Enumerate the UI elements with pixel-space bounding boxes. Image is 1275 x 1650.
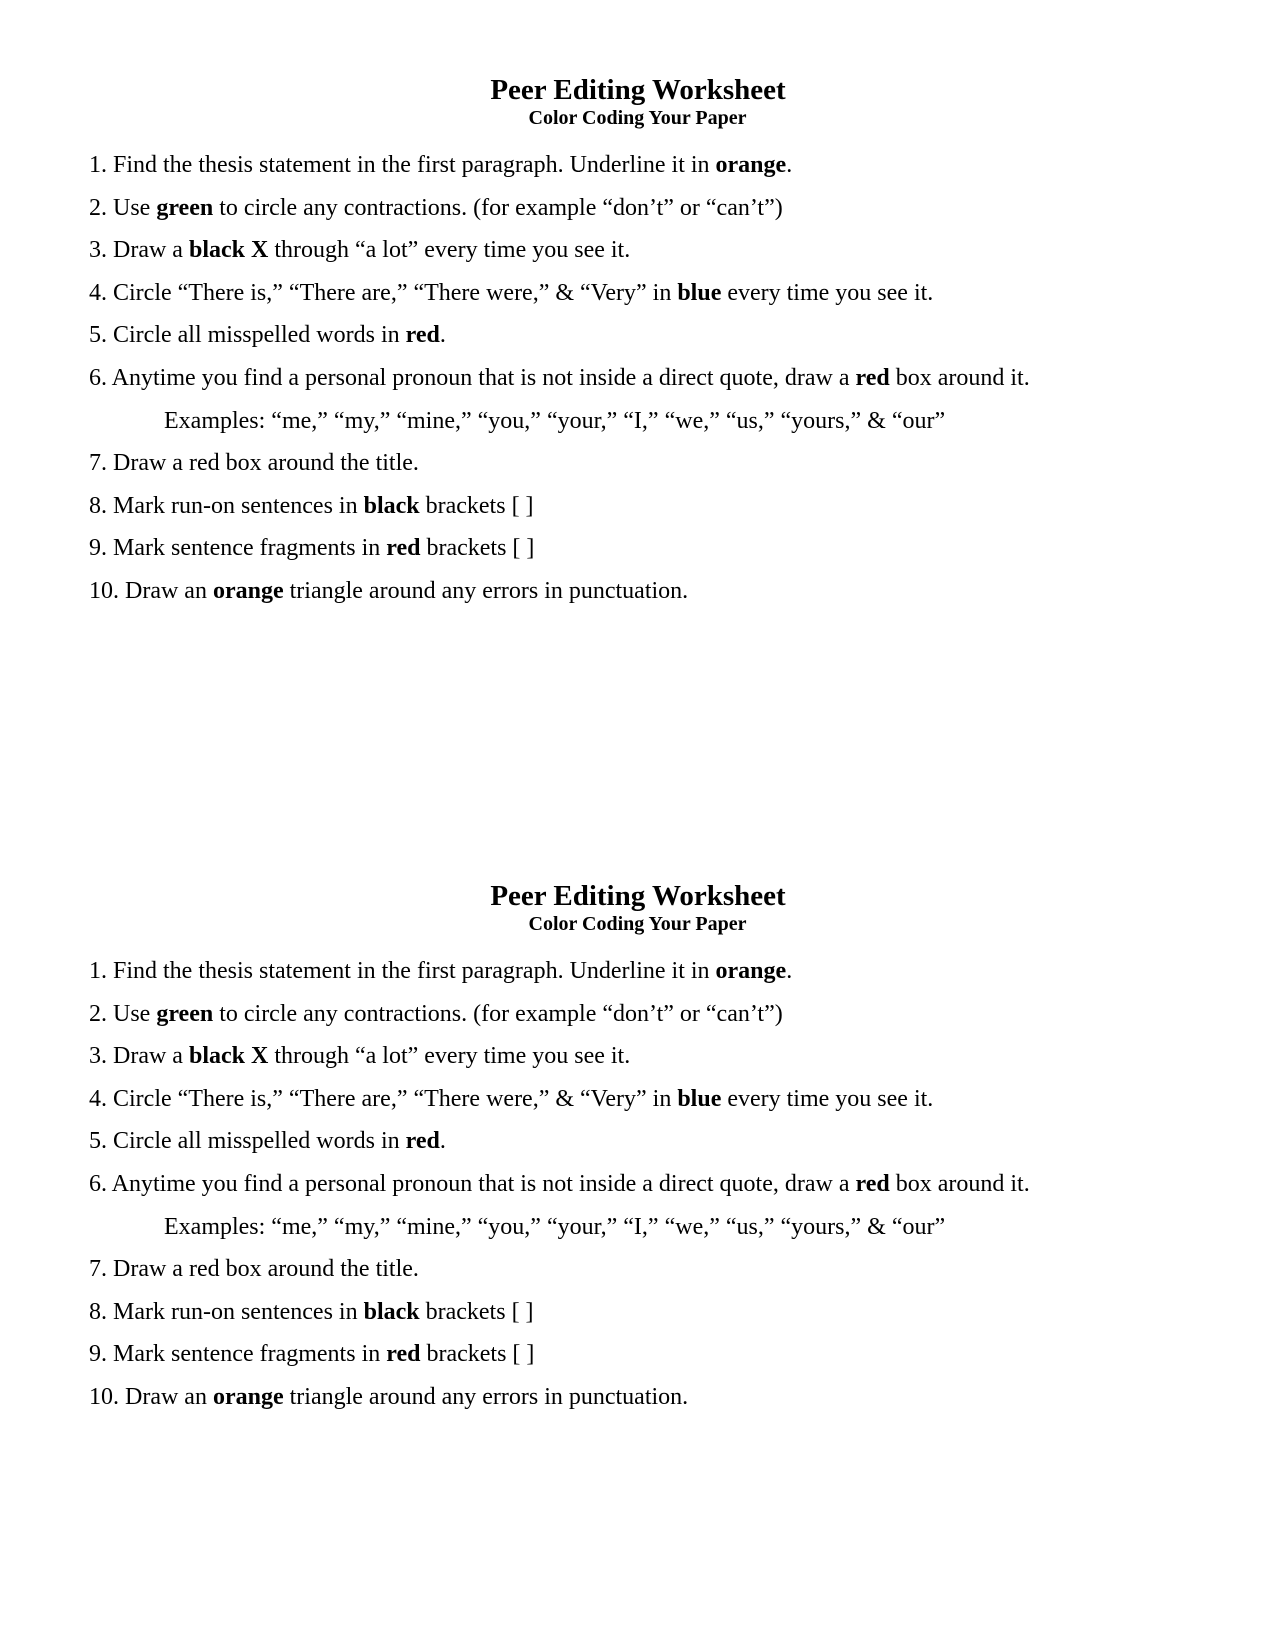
emphasis-text: black X — [188, 237, 269, 264]
worksheet-subtitle: Color Coding Your Paper — [528, 913, 747, 935]
instruction-text: 2. Use — [89, 194, 157, 221]
instruction-item — [89, 535, 1239, 578]
instruction-text: every time you see it. — [721, 1085, 934, 1112]
instruction-text: 9. Mark sentence fragments in — [89, 1341, 387, 1368]
emphasis-text: red — [855, 1170, 890, 1197]
instruction-text: 1. Find the thesis statement in the first paragraph. Underline it in — [89, 958, 716, 984]
instruction-text: brackets [ ] — [419, 492, 534, 519]
instruction-text: 9. Mark sentence fragments in — [89, 535, 387, 562]
instruction-text: brackets [ ] — [420, 535, 535, 562]
instruction-item — [89, 493, 1239, 536]
instruction-text: . — [439, 1128, 446, 1155]
instruction-text: triangle around any errors in punctuation. — [283, 577, 689, 604]
instruction-text: triangle around any errors in punctuation. — [283, 1383, 689, 1410]
instruction-item — [89, 237, 1239, 280]
instruction-item — [89, 1001, 1239, 1044]
instruction-text: through “a lot” every time you see it. — [268, 1043, 631, 1070]
instruction-text: 10. Draw an — [89, 577, 213, 604]
instruction-text: 4. Circle “There is,” “There are,” “There were,” & “Very” in — [89, 1085, 678, 1112]
instruction-text: 8. Mark run-on sentences in — [89, 1298, 364, 1325]
instruction-text: 2. Use — [89, 1000, 157, 1027]
instruction-item — [89, 1384, 1239, 1427]
instruction-text: every time you see it. — [721, 279, 934, 306]
instruction-text: Examples: “me,” “my,” “mine,” “you,” “your,” “I,” “we,” “us,” “yours,” & “our” — [164, 1213, 946, 1240]
emphasis-text: green — [156, 1000, 214, 1027]
instruction-text: . — [786, 152, 793, 178]
emphasis-text: orange — [715, 152, 787, 178]
instruction-item — [89, 1171, 1239, 1214]
emphasis-text: orange — [212, 1383, 284, 1410]
instruction-text: box around it. — [889, 364, 1030, 391]
instruction-text: 4. Circle “There is,” “There are,” “There were,” & “Very” in — [89, 279, 678, 306]
emphasis-text: black — [363, 492, 420, 519]
emphasis-text: black X — [188, 1043, 269, 1070]
instruction-text: 1. Find the thesis statement in the first paragraph. Underline it in — [89, 152, 716, 178]
instruction-text: 8. Mark run-on sentences in — [89, 492, 364, 519]
pronoun-examples — [89, 408, 1239, 451]
emphasis-text: red — [386, 1341, 421, 1368]
emphasis-text: red — [405, 322, 440, 349]
instruction-text: to circle any contractions. (for example “don’t” or “can’t”) — [213, 1000, 783, 1027]
instruction-item — [89, 195, 1239, 238]
instruction-text: 7. Draw a red box around the title. — [89, 450, 419, 477]
instruction-item — [89, 958, 1239, 1001]
instruction-text: brackets [ ] — [420, 1341, 535, 1368]
instruction-text: . — [439, 322, 446, 349]
emphasis-text: orange — [212, 577, 284, 604]
instruction-text: 3. Draw a — [89, 237, 189, 264]
instruction-text: to circle any contractions. (for example “don’t” or “can’t”) — [213, 194, 783, 221]
emphasis-text: orange — [715, 958, 787, 984]
emphasis-text: green — [156, 194, 214, 221]
instruction-item — [89, 322, 1239, 365]
instruction-item — [89, 1299, 1239, 1342]
instruction-item — [89, 1086, 1239, 1129]
instruction-text: 7. Draw a red box around the title. — [89, 1256, 419, 1283]
pronoun-examples — [89, 1214, 1239, 1257]
emphasis-text: red — [855, 364, 890, 391]
emphasis-text: black — [363, 1298, 420, 1325]
instruction-list — [89, 958, 1239, 1427]
worksheet-subtitle: Color Coding Your Paper — [528, 107, 747, 129]
instruction-text: 5. Circle all misspelled words in — [89, 1128, 406, 1155]
emphasis-text: blue — [677, 1085, 722, 1112]
instruction-text: 10. Draw an — [89, 1383, 213, 1410]
worksheet-top — [0, 74, 1275, 604]
instruction-item — [89, 1128, 1239, 1171]
instruction-text: through “a lot” every time you see it. — [268, 237, 631, 264]
instruction-item — [89, 1043, 1239, 1086]
instruction-item — [89, 365, 1239, 408]
worksheet-title: Peer Editing Worksheet — [490, 880, 786, 912]
worksheet-title: Peer Editing Worksheet — [490, 74, 786, 106]
instruction-text: Examples: “me,” “my,” “mine,” “you,” “your,” “I,” “we,” “us,” “yours,” & “our” — [164, 407, 946, 434]
worksheet-bottom — [0, 880, 1275, 1410]
emphasis-text: blue — [677, 279, 722, 306]
emphasis-text: red — [386, 535, 421, 562]
instruction-text: box around it. — [889, 1170, 1030, 1197]
instruction-item — [89, 450, 1239, 493]
instruction-text: . — [786, 958, 793, 984]
instruction-item — [89, 1341, 1239, 1384]
instruction-item — [89, 152, 1239, 195]
instruction-text: 3. Draw a — [89, 1043, 189, 1070]
instruction-list — [89, 152, 1239, 621]
instruction-text: 6. Anytime you find a personal pronoun that is not inside a direct quote, draw a — [89, 364, 856, 391]
instruction-item — [89, 1256, 1239, 1299]
instruction-item — [89, 578, 1239, 621]
instruction-text: 6. Anytime you find a personal pronoun that is not inside a direct quote, draw a — [89, 1170, 856, 1197]
instruction-text: 5. Circle all misspelled words in — [89, 322, 406, 349]
instruction-item — [89, 280, 1239, 323]
instruction-text: brackets [ ] — [419, 1298, 534, 1325]
emphasis-text: red — [405, 1128, 440, 1155]
